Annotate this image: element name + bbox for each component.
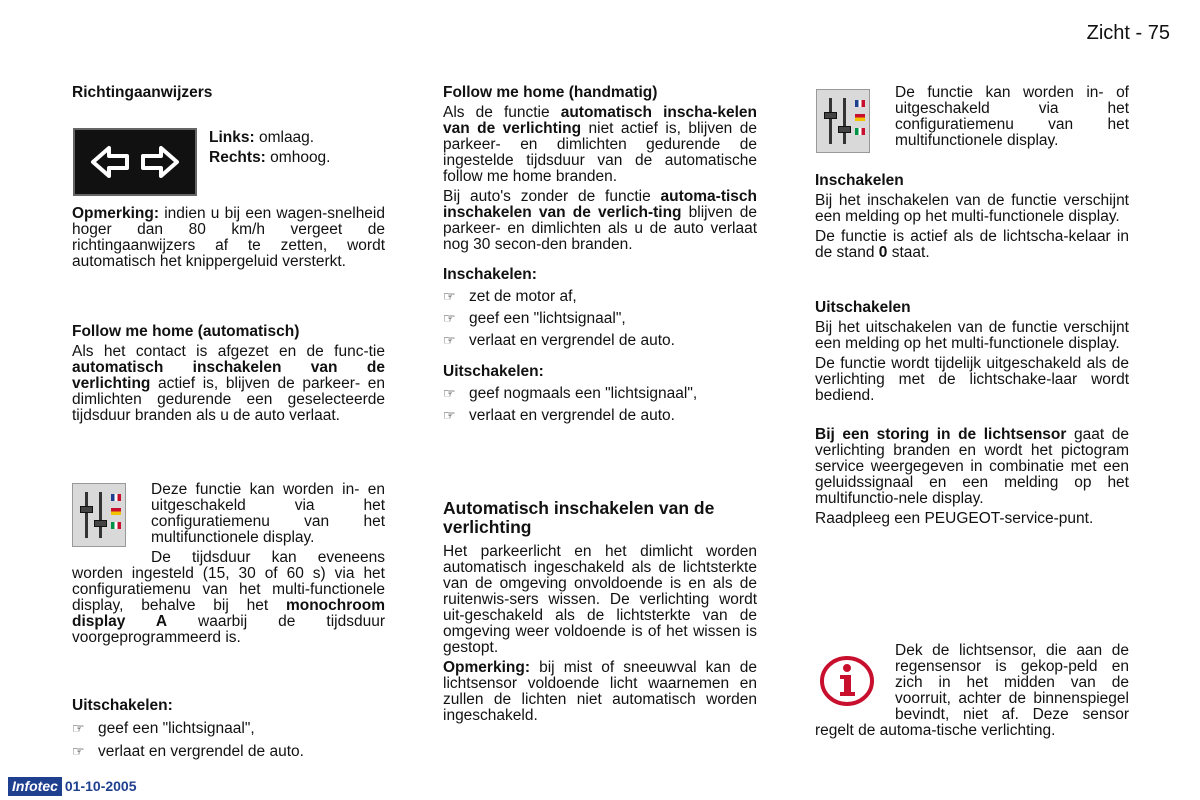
configuration-menu-icon: [816, 89, 870, 153]
follow-auto-text: Als het contact is afgezet en de func-tie automatisch inschakelen van de verlichting actief is, blijven de parkeer- en dimlichten gedurende een geselecteerde tijdsduur branden als u de auto verlaat.: [72, 343, 385, 424]
column-3: [815, 172, 1129, 527]
list-item: ☞ geef een "lichtsignaal",: [443, 310, 626, 327]
page-number: Zicht - 75: [1086, 22, 1170, 44]
col2-on-heading: Inschakelen:: [443, 266, 537, 283]
configuration-menu-icon: [72, 483, 126, 547]
list-item: ☞ verlaat en vergrendel de auto.: [72, 743, 304, 760]
menu-text-2: De functie kan worden in- of uitgeschakeld via het configuratiemenu van het multifunctionele display.: [895, 84, 1129, 149]
footer-date: 01-10-2005: [64, 778, 137, 794]
turn-signals-heading: Richtingaanwijzers: [72, 84, 213, 101]
follow-manual-text-1: Als de functie automatisch inscha-kelen van de verlichting niet actief is, blijven de parkeer- en dimlichten gedurende de ingestelde tijdsduur van de automatische follow me home branden.: [443, 104, 757, 185]
pointing-hand-icon: ☞: [72, 720, 85, 736]
left-direction: Links: omlaag.: [209, 129, 315, 146]
col1-off-heading: Uitschakelen:: [72, 697, 173, 714]
footer-brand: Infotec: [8, 777, 62, 796]
col3-on-heading: Inschakelen: [815, 172, 904, 189]
auto-lighting-note: Opmerking: bij mist of sneeuwval kan de lichtsensor voldoende licht waarnemen en zullen de lichten niet automatisch worden ingeschakeld.: [443, 659, 757, 724]
follow-manual-heading: Follow me home (handmatig): [443, 84, 658, 101]
list-item: ☞ verlaat en vergrendel de auto.: [443, 407, 675, 424]
auto-lighting-text: Het parkeerlicht en het dimlicht worden automatisch ingeschakeld als de lichtsterkte van de omgeving onvoldoende is en als de ruitenwis-sers wissen. De verlichting wordt uit-geschakeld als de lichtsterkte van de omgeving weer voldoende is of het wissen is gestopt.: [443, 543, 757, 656]
menu-text-1: Deze functie kan worden in- en uitgeschakeld via het configuratiemenu van het multifunctionele display.: [151, 481, 385, 546]
turn-signal-note: Opmerking: indien u bij een wagen-snelheid hoger dan 80 km/h vergeet de richtingaanwijzers af te zetten, wordt automatisch het knippergeluid versterkt.: [72, 205, 385, 270]
list-item: ☞ geef een "lichtsignaal",: [72, 720, 255, 737]
col3-off-text-2: De functie wordt tijdelijk uitgeschakeld als de verlichting met de lichtschake-laar wordt bediend.: [815, 355, 1129, 404]
col3-on-text-1: Bij het inschakelen van de functie verschijnt een melding op het multi-functionele display.: [815, 192, 1129, 225]
sensor-fault-text: Bij een storing in de lichtsensor gaat de verlichting branden en wordt het pictogram service weergegeven in combinatie met een geluidssignaal en een melding op het multifunctio-nele display.: [815, 426, 1129, 507]
col2-off-heading: Uitschakelen:: [443, 363, 544, 380]
pointing-hand-icon: ☞: [443, 385, 456, 401]
pointing-hand-icon: ☞: [443, 288, 456, 304]
col3-off-text-1: Bij het uitschakelen van de functie verschijnt een melding op het multi-functionele display.: [815, 319, 1129, 352]
auto-lighting-heading: Automatisch inschakelen van de verlichting: [443, 498, 715, 537]
col3-on-text-2: De functie is actief als de lichtscha-kelaar in de stand 0 staat.: [815, 228, 1129, 261]
footer: [8, 776, 137, 796]
left-right-arrows-icon: [73, 128, 197, 196]
pointing-hand-icon: ☞: [443, 407, 456, 423]
pointing-hand-icon: ☞: [443, 332, 456, 348]
list-item: ☞ verlaat en vergrendel de auto.: [443, 332, 675, 349]
pointing-hand-icon: ☞: [443, 310, 456, 326]
list-item: ☞ geef nogmaals een "lichtsignaal",: [443, 385, 698, 402]
page-header: [1087, 22, 1170, 44]
follow-auto-section: [72, 323, 385, 424]
sensor-warning: Dek de lichtsensor, die aan de regensensor is gekop-peld en zich in het midden van de voorruit, achter de binnenspiegel bevindt, niet af. Deze sensor regelt de automa-tische verlichting.: [815, 642, 1129, 739]
auto-lighting-section: [443, 499, 757, 724]
column-1: [72, 84, 385, 101]
list-item: ☞ zet de motor af,: [443, 288, 577, 305]
col3-off-heading: Uitschakelen: [815, 299, 911, 316]
column-2: [443, 84, 757, 424]
duration-text: De tijdsduur kan eveneens worden ingesteld (15, 30 of 60 s) via het configuratiemenu van het multi-functionele display, behalve bij het monochroom display A waarbij de tijdsduur voorgeprogrammeerd is.: [72, 549, 385, 646]
follow-auto-heading: Follow me home (automatisch): [72, 323, 300, 340]
pointing-hand-icon: ☞: [72, 743, 85, 759]
right-direction: Rechts: omhoog.: [209, 149, 331, 166]
consult-text: Raadpleeg een PEUGEOT-service-punt.: [815, 510, 1094, 527]
follow-manual-text-2: Bij auto's zonder de functie automa-tisch inschakelen van de verlich-ting blijven de parkeer- en dimlichten als u de auto verlaat nog 30 secon-den branden.: [443, 188, 758, 253]
turn-signal-directions: [209, 128, 385, 168]
col1-off-section: [72, 697, 385, 760]
